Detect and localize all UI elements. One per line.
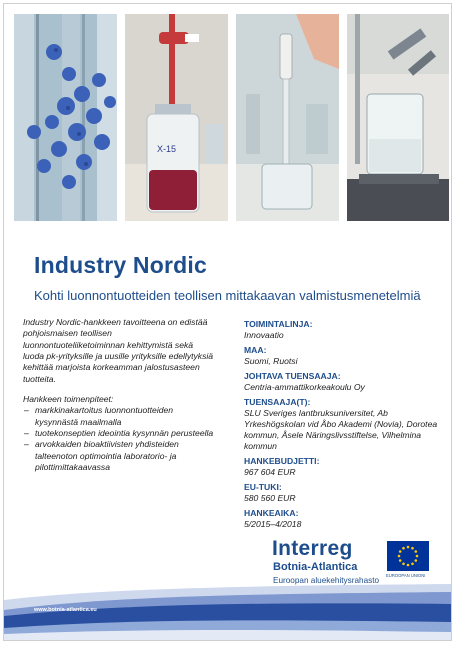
list-item: – tuotekonseptien ideointia kysynnän perusteella	[35, 428, 215, 439]
list-item: – arvokkaiden bioaktiivisten yhdisteiden talteenoton optimointia laboratorio- ja pilottimittakaavassa	[35, 439, 215, 473]
eu-flag-icon	[387, 541, 429, 571]
blueberries-photo	[14, 14, 117, 221]
info-value: Innovaatio	[244, 330, 284, 340]
info-eu-support	[244, 482, 444, 504]
info-label: HANKEBUDJETTI:	[244, 456, 320, 466]
lab-bottle-photo	[125, 14, 228, 221]
fund-name: Euroopan aluekehitysrahasto	[273, 576, 380, 585]
info-label: TUENSAAJA(T):	[244, 397, 311, 407]
info-lead-beneficiary	[244, 371, 444, 393]
info-column	[244, 319, 444, 534]
footer-wave	[4, 582, 452, 640]
svg-text:X-15: X-15	[157, 144, 177, 154]
info-label: MAA:	[244, 345, 267, 355]
info-beneficiaries	[244, 397, 444, 452]
page-subtitle: Kohti luonnontuotteiden teollisen mittakaavan valmistusmenetelmiä	[34, 288, 421, 303]
info-project-period	[244, 508, 444, 530]
info-value: Suomi, Ruotsi	[244, 356, 298, 366]
info-value: SLU Sveriges lantbruksuniversitet, Ab Yrkeshögskolan vid Åbo Akademi (Novia), Dorotea kommun, Åsele Näringslivsstiftelse, Vilhelmina kommun	[244, 408, 438, 451]
list-item: – markkinakartoitus luonnontuotteiden kysynnästä maailmalla	[35, 405, 215, 428]
info-value: 5/2015–4/2018	[244, 519, 302, 529]
info-label: JOHTAVA TUENSAAJA:	[244, 371, 341, 381]
description-column	[23, 317, 215, 473]
interreg-wordmark: Interreg	[272, 537, 353, 560]
info-value: Centria-ammattikorkeakoulu Oy	[244, 382, 365, 392]
intro-paragraph: Industry Nordic-hankkeen tavoitteena on edistää pohjoismaisen teollisen luonnontuoteliiketoiminnan kehittymistä sekä luoda pk-yrityksille ja uusille yrityksille edellytyksiä kehittää marjoista korkeamman jalostusasteen tuotteita.	[23, 317, 214, 384]
info-country	[244, 345, 444, 367]
footer-url: www.botnia-atlantica.eu	[34, 607, 97, 613]
eu-label: EUROOPAN UNIONI	[386, 573, 426, 578]
info-label: TOIMINTALINJA:	[244, 319, 313, 329]
measures-heading: Hankkeen toimenpiteet:	[23, 394, 114, 405]
pipette-photo	[236, 14, 339, 221]
lab-apparatus-photo	[347, 14, 449, 221]
region-name: Botnia-Atlantica	[273, 561, 358, 573]
info-action-line	[244, 319, 444, 341]
info-value: 967 604 EUR	[244, 467, 296, 477]
photo-strip	[14, 14, 449, 221]
info-label: HANKEAIKA:	[244, 508, 299, 518]
measures-list	[23, 405, 215, 473]
page-title: Industry Nordic	[34, 252, 207, 278]
poster-page	[3, 3, 452, 641]
info-label: EU-TUKI:	[244, 482, 282, 492]
info-value: 580 560 EUR	[244, 493, 296, 503]
info-budget	[244, 456, 444, 478]
